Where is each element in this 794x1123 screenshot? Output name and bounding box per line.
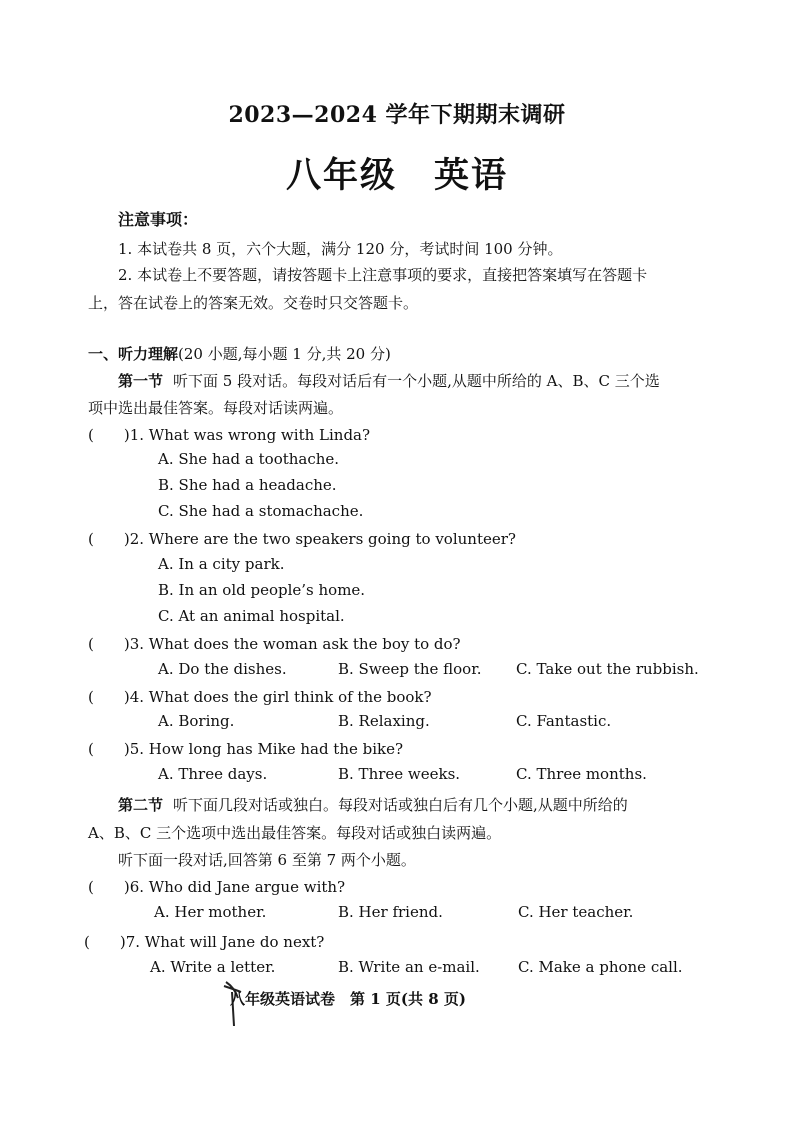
q7-option-a: A. Write a letter.	[150, 958, 276, 976]
q4-option-c: C. Fantastic.	[516, 712, 612, 730]
part1-text-b: 项中选出最佳答案。每段对话读两遍。	[88, 399, 344, 417]
answer-bracket[interactable]: ( )	[84, 933, 126, 951]
page-footer: 八年级英语试卷 第 1 页(共 8 页)	[230, 990, 466, 1008]
q7-option-b: B. Write an e-mail.	[338, 958, 480, 976]
question-6	[88, 876, 345, 897]
answer-bracket[interactable]: ( )	[88, 635, 130, 653]
q3-option-a: A. Do the dishes.	[158, 660, 287, 678]
question-7	[84, 931, 324, 952]
exam-subject: 八年级 英语	[285, 155, 508, 196]
q3-option-b: B. Sweep the floor.	[338, 660, 482, 678]
question-1	[88, 424, 370, 445]
section-score-note: (20 小题,每小题 1 分,共 20 分)	[178, 345, 391, 363]
answer-bracket[interactable]: ( )	[88, 878, 130, 896]
question-stem: 5. How long has Mike had the bike?	[129, 740, 404, 758]
exam-title: 2023—2024 学年下期期末调研	[228, 102, 566, 128]
q4-option-a: A. Boring.	[158, 712, 235, 730]
q5-option-c: C. Three months.	[516, 765, 647, 783]
q5-option-b: B. Three weeks.	[338, 765, 461, 783]
q1-option-c: C. She had a stomachache.	[158, 502, 364, 520]
part2-intro	[118, 794, 628, 815]
q2-option-c: C. At an animal hospital.	[158, 607, 345, 625]
question-3	[88, 633, 461, 654]
section-heading	[88, 343, 391, 364]
note-line-2b: 上，答在试卷上的答案无效。交卷时只交答题卡。	[88, 294, 419, 312]
note-line-1: 1. 本试卷共 8 页，六个大题，满分 120 分，考试时间 100 分钟。	[118, 240, 563, 258]
q1-option-a: A. She had a toothache.	[158, 450, 340, 468]
part2-text-a: 听下面几段对话或独白。每段对话或独白后有几个小题,从题中所给的	[173, 796, 628, 814]
part2-label: 第二节	[118, 796, 164, 814]
part1-label: 第一节	[118, 372, 164, 390]
part2-text-b: A、B、C 三个选项中选出最佳答案。每段对话或独白读两遍。	[88, 824, 502, 842]
answer-bracket[interactable]: ( )	[88, 426, 130, 444]
q6-option-b: B. Her friend.	[338, 903, 443, 921]
question-stem: 1. What was wrong with Linda?	[129, 426, 371, 444]
question-stem: 6. Who did Jane argue with?	[129, 878, 346, 896]
q1-option-b: B. She had a headache.	[158, 476, 337, 494]
question-stem: 2. Where are the two speakers going to volunteer?	[129, 530, 516, 548]
question-stem: 7. What will Jane do next?	[125, 933, 325, 951]
question-stem: 4. What does the girl think of the book?	[129, 688, 432, 706]
part1-text-a: 听下面 5 段对话。每段对话后有一个小题,从题中所给的 A、B、C 三个选	[173, 372, 660, 390]
question-2	[88, 528, 516, 549]
q2-option-b: B. In an old people’s home.	[158, 581, 366, 599]
q4-option-b: B. Relaxing.	[338, 712, 430, 730]
notes-heading: 注意事项：	[118, 210, 199, 229]
q6-option-a: A. Her mother.	[154, 903, 267, 921]
part1-intro	[118, 370, 660, 391]
answer-bracket[interactable]: ( )	[88, 688, 130, 706]
section-label: 一、听力理解	[88, 345, 179, 363]
question-stem: 3. What does the woman ask the boy to do?	[129, 635, 461, 653]
note-line-2a: 2. 本试卷上不要答题，请按答题卡上注意事项的要求，直接把答案填写在答题卡	[118, 266, 648, 284]
q3-option-c: C. Take out the rubbish.	[516, 660, 699, 678]
question-4	[88, 686, 432, 707]
answer-bracket[interactable]: ( )	[88, 740, 130, 758]
q5-option-a: A. Three days.	[158, 765, 268, 783]
answer-bracket[interactable]: ( )	[88, 530, 130, 548]
part2-instruction: 听下面一段对话,回答第 6 至第 7 两个小题。	[118, 851, 416, 869]
question-5	[88, 738, 403, 759]
q7-option-c: C. Make a phone call.	[518, 958, 683, 976]
q2-option-a: A. In a city park.	[158, 555, 285, 573]
q6-option-c: C. Her teacher.	[518, 903, 634, 921]
